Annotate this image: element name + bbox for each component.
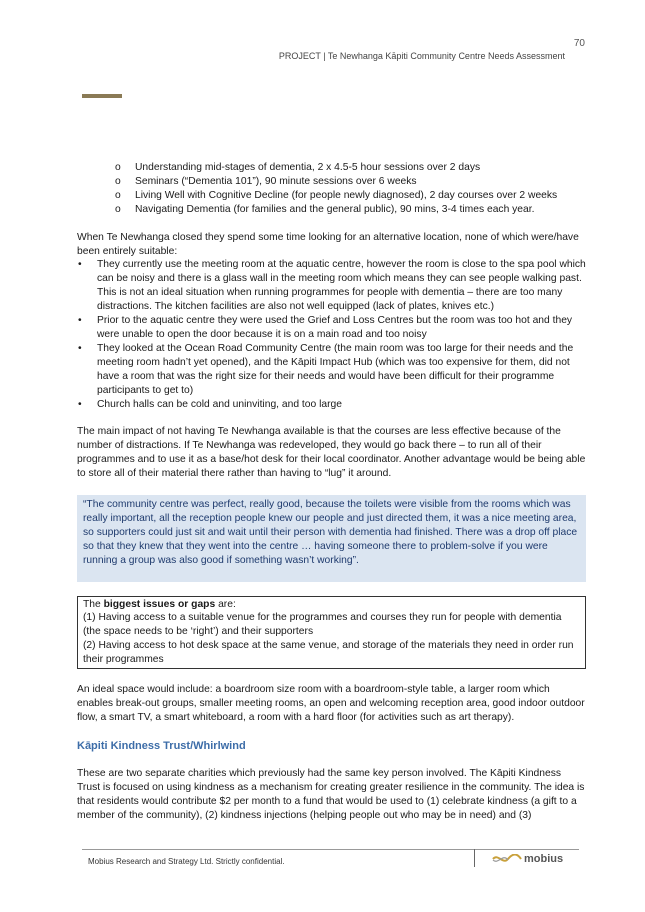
- logo-swoosh-icon: [492, 854, 522, 864]
- list-item: • They looked at the Ocean Road Community Centre (the main room was too large for their needs and the meeting room hadn’t yet opened), and the Kāpiti Impact Hub (which was too expensive for them, did not have a room that was the right size for their needs and would have been difficult for their programme participants to get to): [78, 342, 574, 396]
- quote-text: “The community centre was perfect, really good, because the toilets were visible from the rooms which was really important, all the reception people knew our people and just directed them, it was a nice meeting area, so supporters could just sit and wait until their person with dementia had finished. There was a drop off place so that they knew that they went into the centre … having someone there to problem-solve if you were running a group was also good if something wasn’t working”.: [83, 499, 578, 566]
- kindness-paragraph: These are two separate charities which previously had the same key person involved. The Kāpiti Kindness Trust is focused on using kindness as a mechanism for creating greater resilience in the community. The idea is that residents would contribute $2 per month to a fund that would be used to (1) celebrate kindness (a gift to a member of the community), (2) kindness injections (helping people out who may be in need) and (3): [77, 767, 585, 821]
- quote-block: [77, 495, 586, 582]
- impact-paragraph: The main impact of not having Te Newhanga available is that the courses are less effective because of the number of distractions. If Te Newhanga was redeveloped, they would go back there – to run all of their programmes and to use it as a base/hot desk for their local coordinator. Another advantage would be being able to store all of their material there rather than having to “lug” it around.: [77, 426, 586, 480]
- issue-item: (1) Having access to a suitable venue for the programmes and courses they run for people with dementia (the space needs to be ‘right’) and their supporters: [83, 612, 562, 638]
- circle-bullet-icon: o: [115, 162, 121, 173]
- footer-divider: [474, 849, 475, 867]
- page-number: 70: [573, 38, 585, 49]
- bullet-icon: •: [78, 398, 82, 410]
- footer-rule: [82, 849, 579, 850]
- list-item: • Prior to the aquatic centre they were used the Grief and Loss Centres but the room was too hot and they were unable to open the door because it is on a main road and too noisy: [78, 315, 573, 340]
- list-item: • Church halls can be cold and uninviting, and too large: [78, 398, 342, 410]
- issues-box: [77, 596, 586, 670]
- issues-emphasis: biggest issues or gaps: [103, 598, 216, 610]
- list-item: o Understanding mid-stages of dementia, 2 x 4.5-5 hour sessions over 2 days: [115, 162, 481, 173]
- circle-bullet-icon: o: [115, 189, 121, 201]
- circle-bullet-icon: o: [115, 175, 121, 187]
- sessions-list: [77, 161, 586, 217]
- list-item: o Seminars (“Dementia 101”), 90 minute sessions over 6 weeks: [115, 175, 417, 187]
- section-heading: Kāpiti Kindness Trust/Whirlwind: [77, 739, 246, 752]
- list-item: o Navigating Dementia (for families and the general public), 90 mins, 3-4 times each year.: [115, 203, 535, 215]
- bullet-icon: •: [78, 315, 82, 327]
- bullet-icon: •: [78, 259, 82, 271]
- list-item: • They currently use the meeting room at the aquatic centre, however the room is close to the spa pool which can be noisy and there is a glass wall in the meeting room which means they can see people walking past. This is not an ideal situation when running programmes for people with dementia – there are too many distractions. The kitchen facilities are also not well equipped (lack of plates, knives etc.): [78, 259, 586, 313]
- ideal-space-paragraph: An ideal space would include: a boardroom size room with a boardroom-style table, a larger room which enables break-out groups, smaller meeting rooms, an open and welcoming reception area, good indoor outdoor flow, a smart TV, a smart whiteboard, a room with a hard floor (for activities such as art therapy).: [77, 684, 585, 723]
- intro-paragraph: When Te Newhanga closed they spend some time looking for an alternative location, none of which were/have been entirely suitable:: [77, 231, 579, 257]
- header-title: PROJECT | Te Newhanga Kāpiti Community Centre Needs Assessment: [278, 51, 565, 61]
- issue-item: (2) Having access to hot desk space at the same venue, and storage of the materials they need in order run their programmes: [83, 640, 574, 666]
- list-item: o Living Well with Cognitive Decline (for people newly diagnosed), 2 day courses over 2 weeks: [115, 189, 558, 201]
- accent-bar: [82, 94, 122, 98]
- footer-text: Mobius Research and Strategy Ltd. Strictly confidential.: [88, 857, 285, 866]
- issues-intro: The biggest issues or gaps are:: [83, 598, 236, 610]
- circle-bullet-icon: o: [115, 203, 121, 215]
- mobius-logo: [492, 853, 563, 865]
- logo-wordmark: mobius: [524, 853, 564, 865]
- venue-bullets: [77, 258, 586, 411]
- bullet-icon: •: [78, 342, 82, 354]
- page-content: [77, 161, 586, 822]
